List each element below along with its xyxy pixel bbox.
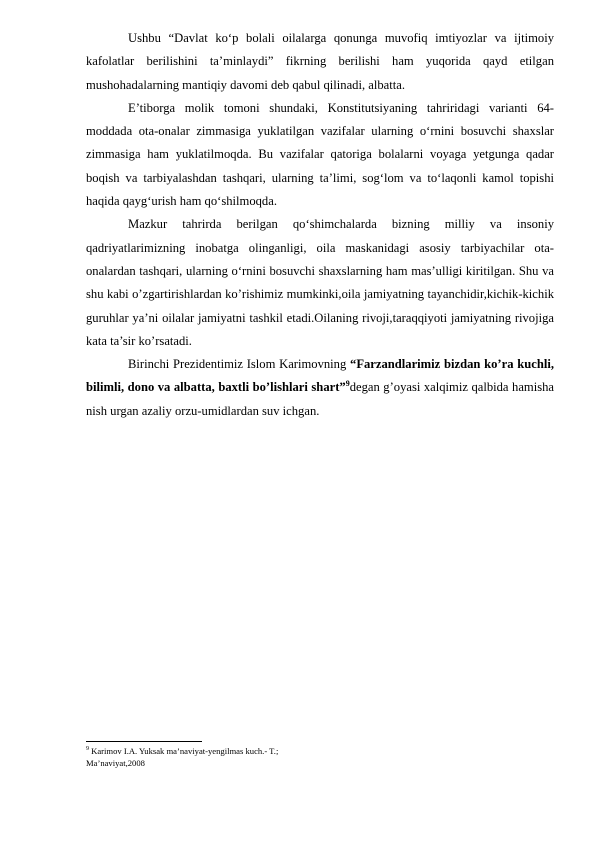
footnote-separator [86, 741, 202, 742]
paragraph-3: Mazkur tahrirda berilgan qo‘shimchalarda bizning milliy va insoniy qadriyatlarimizning inobatga olinganligi, oila maskanidagi asosiy tarbiyachilar ota-onalardan tashqari, ularning o‘rnini bosuvchi shaxslarning ham mas’ulligi kiritilgan. Shu va shu kabi o’zgartirishlardan ko’rishimiz mumkinki,oila jamiyatning tayanchidir,kichik-kichik guruhlar ya’ni oilalar jamiyatni tashkil etadi.Oilaning rivoji,taraqqiyoti jamiyatning rivojiga kata ta’sir ko’rsatadi. [86, 217, 554, 348]
quote-text: “Farzandlarimiz bizdan ko’ra kuchli, bilimli, dono va albatta, baxtli bo’lishlari shart” [86, 357, 554, 395]
footnote-line-2: Ma’naviyat,2008 [86, 758, 145, 768]
footnote-reference[interactable]: 9 [345, 379, 350, 389]
footnote [86, 745, 346, 769]
paragraph-4-tail: degan g’oyasi xalqimiz qalbida hamisha nish urgan azaliy orzu-umidlardan suv ichgan. [86, 380, 554, 418]
paragraph-1: Ushbu “Davlat ko‘p bolali oilalarga qonunga muvofiq imtiyozlar va ijtimoiy kafolatlar berilishini ta’minlaydi” fikrning berilishi ham yuqorida qayd etilgan mushohadalarning mantiqiy davomi deb qabul qilinadi, albatta. [86, 31, 554, 92]
paragraph-4-lead: Birinchi Prezidentimiz Islom Karimovning [128, 357, 351, 372]
document-body [86, 27, 554, 423]
footnote-citation: Karimov I.A. Yuksak ma’naviyat-yengilmas kuch.- T.; [89, 746, 279, 756]
footnote-number: 9 [86, 746, 89, 753]
paragraph-4 [86, 353, 554, 423]
paragraph-2: E’tiborga molik tomoni shundaki, Konstitutsiyaning tahriridagi varianti 64-moddada ota-onalar zimmasiga yuklatilgan vazifalar ularning o‘rnini bosuvchi shaxslar zimmasiga ham yuklatilmoqda. Bu vazifalar qatoriga bolalarni voyaga yetgunga qadar boqish va tarbiyalashdan tashqari, ularning ta’limi, sog‘lom va to‘laqonli kamol topishi haqida qayg‘urish ham qo‘shilmoqda. [86, 100, 554, 209]
footnote-line-1 [86, 745, 346, 757]
